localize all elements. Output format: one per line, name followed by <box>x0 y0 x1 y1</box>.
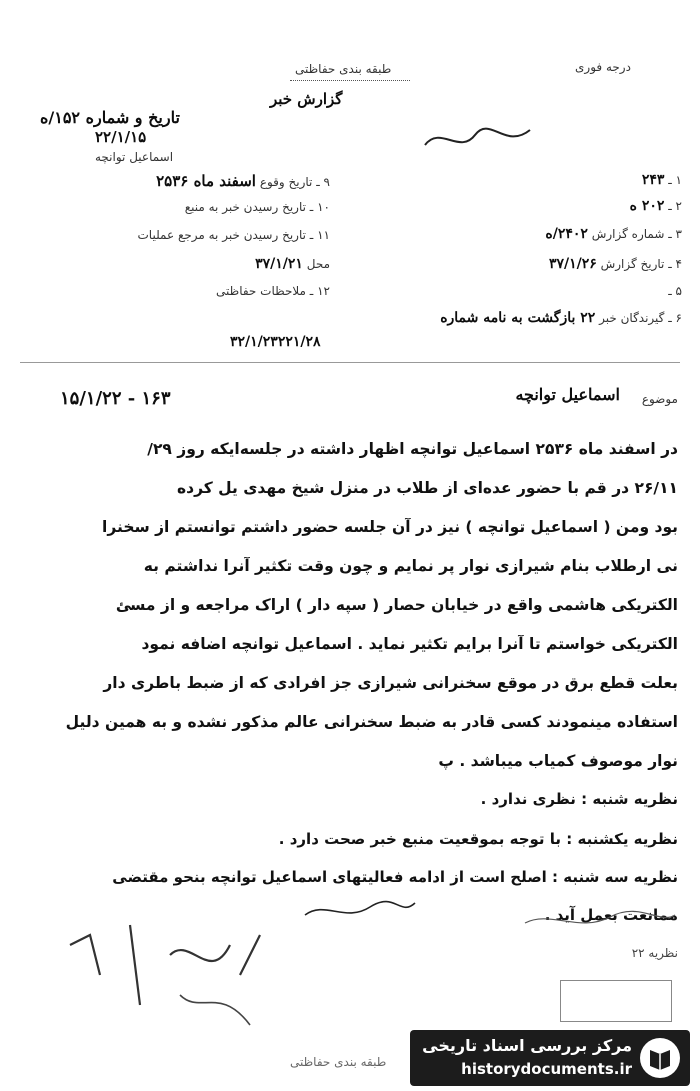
date-value: ۲۲/۱/۱۵ <box>95 128 147 146</box>
body-line: استفاده مینمودند کسی قادر به ضبط سخنرانی عالم مذکور نشده و به همین دلیل <box>65 713 678 731</box>
watermark-name: مرکز بررسی اسناد تاریخی <box>422 1036 632 1055</box>
classification-top: طبقه بندی حفاظتی <box>295 62 392 76</box>
remark-3: نظریه سه شنبه : اصلح است از ادامه فعالیتهای اسماعیل توانچه بنحو مقتضی <box>112 868 678 886</box>
body-line: بعلت قطع برق در موقع سخنرانی شیرازی جز افرادی که از ضبط باطری دار <box>103 674 678 692</box>
stamp-box <box>560 980 672 1022</box>
watermark-url: historydocuments.ir <box>461 1060 632 1078</box>
field-4: ۴ ـ تاریخ گزارش ۳۷/۱/۲۶ <box>548 256 682 272</box>
field-5: ۵ ـ <box>668 284 682 298</box>
body-line: نی ارطلاب بنام شیرازی نوار پر نمایم و چون وقت تکثیر آنرا نداشتم به <box>143 557 678 575</box>
report-title: گزارش خبر <box>270 90 343 108</box>
body-line: در اسفند ماه ۲۵۳۶ اسماعیل توانچه اظهار داشته در جلسه‌ایکه روز ۲۹/ <box>147 440 678 458</box>
classification-bottom: طبقه بندی حفاظتی <box>290 1055 387 1069</box>
field-11: ۱۱ ـ تاریخ رسیدن خبر به مرجع عملیات <box>137 228 330 242</box>
signature-scribble <box>300 895 420 925</box>
body-line: الکتریکی خواستم تا آنرا برایم تکثیر نماید . اسماعیل توانچه اضافه نمود <box>141 635 678 653</box>
date-number: تاریخ و شماره ۱۵۲/ه <box>40 108 180 127</box>
subject-name-small: اسماعیل توانچه <box>95 150 174 164</box>
subject-label: موضوع <box>641 392 678 406</box>
signature-scribble <box>520 905 680 935</box>
body-line: الکتریکی هاشمی واقع در خیابان حصار ( سپه دار ) اراک مراجعه و از مسئ <box>115 596 678 614</box>
body-line: ۲۶/۱۱ در قم با حضور عده‌ای از طلاب در منزل شیخ مهدی یل کرده <box>176 479 678 497</box>
degree-label: درجه فوری <box>575 60 631 74</box>
remark-2: نظریه یکشنبه : با توجه بموقعیت منبع خبر صحت دارد . <box>278 830 678 848</box>
field-1: ۱ ـ ۲۴۳ <box>641 172 682 188</box>
book-icon <box>638 1036 682 1080</box>
field-9: ۹ ـ تاریخ وقوع اسفند ماه ۲۵۳۶ <box>156 172 330 190</box>
signature-scribble <box>60 915 280 1045</box>
subject-ref: ۱۶۳ - ۱۵/۱/۲۲ <box>60 388 171 409</box>
subject-value: اسماعیل توانچه <box>515 385 620 404</box>
field-2: ۲ ـ ۲۰۲ ه <box>629 198 682 214</box>
field-location: محل ۳۷/۱/۲۱ <box>255 256 330 272</box>
remark-1: نظریه شنبه : نظری ندارد . <box>480 790 678 808</box>
field-3: ۳ ـ شماره گزارش ۲۴۰۲/ه <box>545 226 682 242</box>
signature-scribble <box>420 120 540 160</box>
watermark-logo <box>410 1030 690 1086</box>
body-line: نوار موصوف کمیاب میباشد . پ <box>438 752 678 770</box>
body-line: بود ومن ( اسماعیل توانچه ) نیز در آن جلسه حضور داشتم توانستم از سخنرا <box>102 518 678 536</box>
remark-4: نظریه ۲۲ <box>631 946 678 960</box>
field-6-ref: ۳۲/۱/۲۳۲۲۱/۲۸ <box>230 334 321 350</box>
field-6: ۶ ـ گیرندگان خبر ۲۲ بازگشت به نامه شماره <box>440 310 682 326</box>
remark-3-cont: ممانعت بعمل آید . <box>544 906 678 924</box>
field-12: ۱۲ ـ ملاحظات حفاظتی <box>216 284 330 298</box>
field-10: ۱۰ ـ تاریخ رسیدن خبر به منبع <box>184 200 330 214</box>
